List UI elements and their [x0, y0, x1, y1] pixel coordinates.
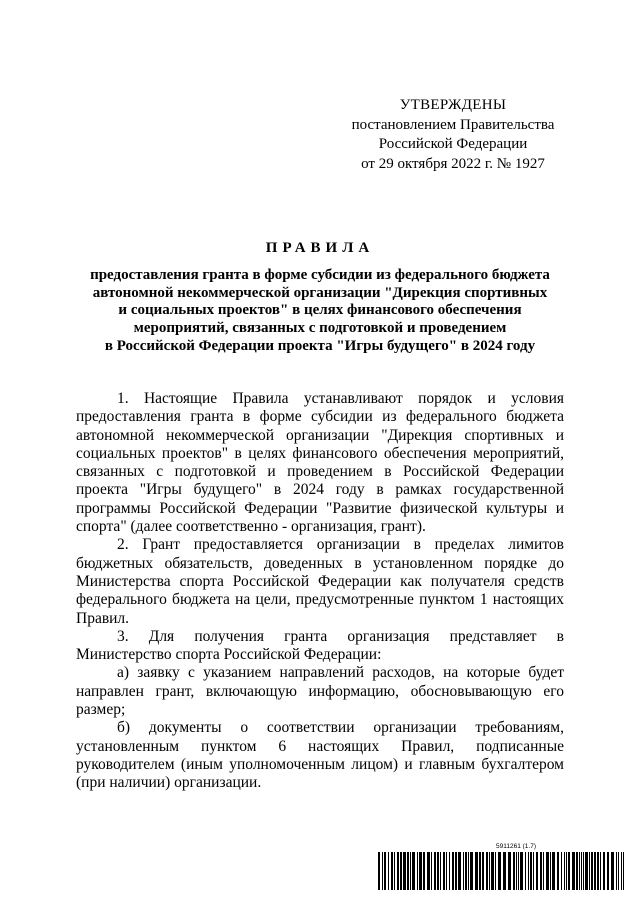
subtitle-line: и социальных проектов" в целях финансового обеспечения [118, 302, 522, 319]
document-body [76, 390, 564, 793]
paragraph-3b: б) документы о соответствии организации требованиям, установленным пунктом 6 настоящих Правил, подписанные руководителем (иным уполномоченным лицом) и главным бухгалтером (при наличии) организации. [76, 719, 564, 792]
paragraph-2: 2. Грант предоставляется организации в пределах лимитов бюджетных обязательств, доведенных в установленном порядке до Министерства спорта Российской Федерации как получателя средств федерального бюджета на цели, предусмотренные пунктом 1 настоящих Правил. [76, 536, 564, 627]
paragraph-3a: а) заявку с указанием направлений расходов, на которые будет направлен грант, включающую информацию, обосновывающую его размер; [76, 664, 564, 719]
barcode-icon [378, 852, 625, 890]
paragraph-1: 1. Настоящие Правила устанавливают порядок и условия предоставления гранта в форме субсидии из федерального бюджета автономной некоммерческой организации "Дирекция спортивных и социальных проектов" в целях финансового обеспечения мероприятий, связанных с подготовкой и проведением в Российской Федерации проекта "Игры будущего" в 2024 году в рамках государственной программы Российской Федерации "Развитие физической культуры и спорта" (далее соответственно - организация, грант). [76, 390, 564, 536]
approved-date-number: от 29 октября 2022 г. № 1927 [361, 155, 545, 172]
subtitle-line: в Российской Федерации проекта "Игры будущего" в 2024 году [104, 337, 536, 354]
approved-heading: УТВЕРЖДЕНЫ [399, 97, 507, 113]
paragraph-3: 3. Для получения гранта организация представляет в Министерство спорта Российской Федерации: [76, 627, 564, 664]
approved-line-3: Российской Федерации [378, 136, 528, 152]
subtitle-line: мероприятий, связанных с подготовкой и проведением [133, 320, 507, 337]
document-subtitle [70, 267, 570, 356]
document-title: ПРАВИЛА [265, 240, 375, 256]
approved-line-2: постановлением Правительства [351, 116, 555, 133]
subtitle-line: предоставления гранта в форме субсидии из федерального бюджета [90, 267, 550, 283]
barcode-number: 5911261 (1.7) [496, 843, 536, 850]
subtitle-line: автономной некоммерческой организации "Дирекция спортивных [92, 284, 548, 301]
approval-block [330, 96, 576, 174]
